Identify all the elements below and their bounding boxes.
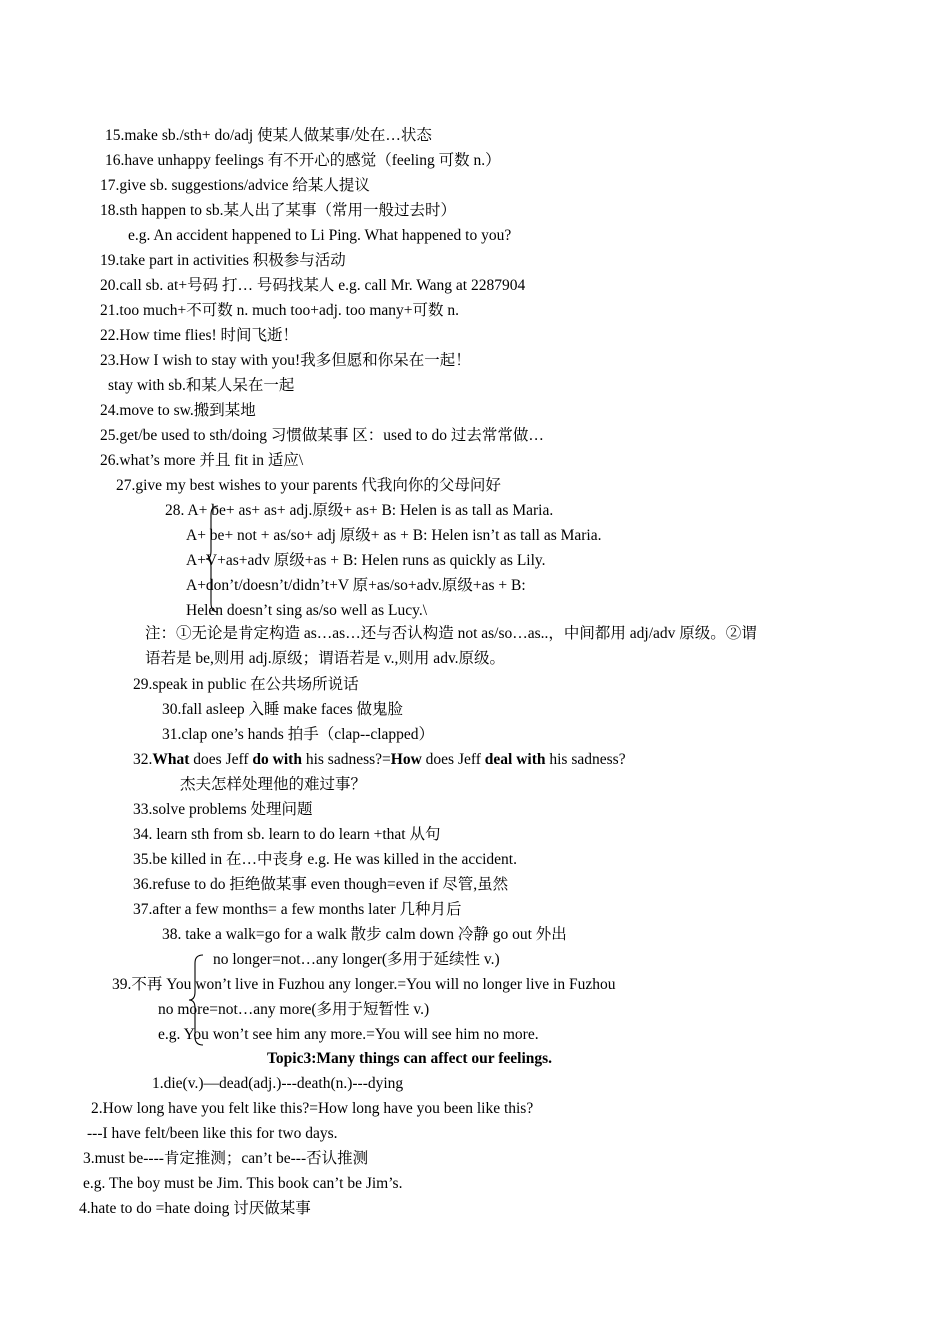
item-31: 31.clap one’s hands 拍手（clap--clapped） [162, 726, 435, 743]
item-39-no-longer: no longer=not…any longer(多用于延续性 v.) [213, 951, 500, 968]
topic-3-item-2-answer: ---I have felt/been like this for two days. [87, 1125, 338, 1142]
topic-3-heading: Topic3:Many things can affect our feelings. [267, 1050, 553, 1067]
topic-3-item-1: 1.die(v.)—dead(adj.)---death(n.)---dying [152, 1075, 404, 1092]
item-32-translation: 杰夫怎样处理他的难过事？ [180, 776, 367, 793]
item-27: 27.give my best wishes to your parents 代我向你的父母问好 [116, 477, 501, 494]
item-23-sub: stay with sb.和某人呆在一起 [108, 377, 295, 394]
item-28-rule-b: A+ be+ not + as/so+ adj 原级+ as + B: Helen isn’t as tall as Maria. [186, 527, 602, 544]
item-28-rule-d: A+don’t/doesn’t/didn’t+V 原+as/so+adv.原级+as + B: [186, 577, 526, 594]
note-line-1: 注：①无论是肯定构造 as…as…还与否认构造 not as/so…as..，中间都用 adj/adv 原级。②谓 [145, 625, 757, 642]
item-24: 24.move to sw.搬到某地 [100, 402, 256, 419]
left-brace-icon [187, 954, 205, 1046]
item-20: 20.call sb. at+号码 打… 号码找某人 e.g. call Mr. Wang at 2287904 [100, 277, 526, 294]
item-19: 19.take part in activities 积极参与活动 [100, 252, 346, 269]
item-38: 38. take a walk=go for a walk 散步 calm down 冷静 go out 外出 [162, 926, 567, 943]
item-21: 21.too much+不可数 n. much too+adj. too many+可数 n. [100, 302, 460, 319]
item-25: 25.get/be used to sth/doing 习惯做某事 区：used to do 过去常常做… [100, 427, 544, 444]
topic-3-item-3: 3.must be----肯定推测；can’t be---否认推测 [83, 1150, 369, 1167]
item-32: 32.What does Jeff do with his sadness?=How does Jeff deal with his sadness? [133, 751, 626, 768]
item-34: 34. learn sth from sb. learn to do learn +that 从句 [133, 826, 441, 843]
item-39-main: 39.不再 You won’t live in Fuzhou any longer.=You will no longer live in Fuzhou [112, 976, 616, 993]
item-39-no-more: no more=not…any more(多用于短暂性 v.) [158, 1001, 430, 1018]
item-15: 15.make sb./sth+ do/adj 使某人做某事/处在…状态 [105, 127, 432, 144]
item-36: 36.refuse to do 拒绝做某事 even though=even if 尽管,虽然 [133, 876, 509, 893]
item-28-rule-a: 28. A+ be+ as+ as+ adj.原级+ as+ B: Helen is as tall as Maria. [165, 502, 554, 519]
item-18-example: e.g. An accident happened to Li Ping. What happened to you? [128, 227, 512, 244]
item-30: 30.fall asleep 入睡 make faces 做鬼脸 [162, 701, 404, 718]
item-17: 17.give sb. suggestions/advice 给某人提议 [100, 177, 370, 194]
item-39-example: e.g. You won’t see him any more.=You will see him no more. [158, 1026, 539, 1043]
topic-3-item-3-example: e.g. The boy must be Jim. This book can’t be Jim’s. [83, 1175, 403, 1192]
item-16: 16.have unhappy feelings 有不开心的感觉（feeling 可数 n.） [105, 152, 501, 169]
item-22: 22.How time flies! 时间飞逝！ [100, 327, 299, 344]
item-28-rule-c: A+V+as+adv 原级+as + B: Helen runs as quickly as Lily. [186, 552, 546, 569]
left-brace-icon [204, 505, 220, 613]
item-18: 18.sth happen to sb.某人出了某事（常用一般过去时） [100, 202, 457, 219]
item-35: 35.be killed in 在…中丧身 e.g. He was killed in the accident. [133, 851, 517, 868]
item-28-rule-e: Helen doesn’t sing as/so well as Lucy.\ [186, 602, 428, 619]
topic-3-item-4: 4.hate to do =hate doing 讨厌做某事 [79, 1200, 311, 1217]
topic-3-item-2: 2.How long have you felt like this?=How long have you been like this? [91, 1100, 534, 1117]
item-29: 29.speak in public 在公共场所说话 [133, 676, 359, 693]
item-26: 26.what’s more 并且 fit in 适应\ [100, 452, 304, 469]
note-line-2: 语若是 be,则用 adj.原级；谓语若是 v.,则用 adv.原级。 [145, 650, 506, 667]
item-33: 33.solve problems 处理问题 [133, 801, 313, 818]
item-37: 37.after a few months= a few months later 几种月后 [133, 901, 462, 918]
item-23: 23.How I wish to stay with you!我多但愿和你呆在一起！ [100, 352, 471, 369]
